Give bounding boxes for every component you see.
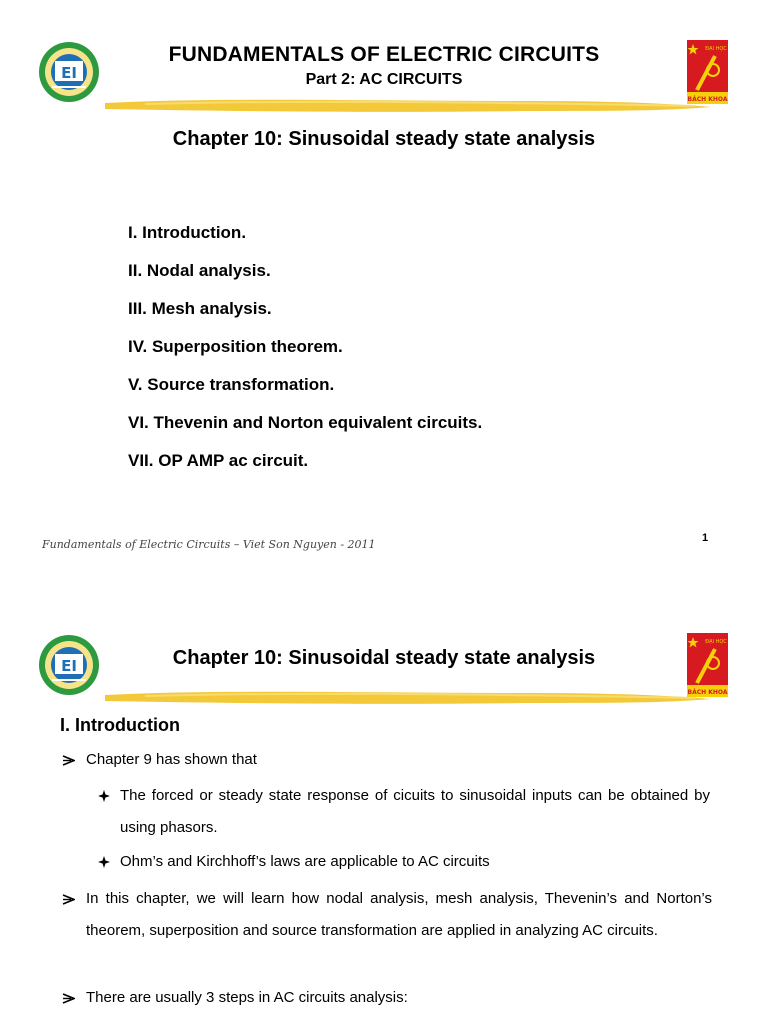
arrow-bullet-icon [62, 993, 75, 1004]
sub-bullet-item [98, 846, 710, 878]
sub-bullet-text: Ohm’s and Kirchhoff’s laws are applicable to AC circuits [120, 853, 490, 870]
decorative-swoosh [105, 95, 711, 117]
sub-bullet-text: The forced or steady state response of cicuits to sinusoidal inputs can be obtained by using phasors. [120, 787, 710, 836]
chapter-title: Chapter 10: Sinusoidal steady state analysis [172, 647, 596, 669]
toc-item: VI. Thevenin and Norton equivalent circuits. [128, 413, 483, 432]
svg-text:BÁCH KHOA: BÁCH KHOA [687, 689, 728, 696]
bullet-text: There are usually 3 steps in AC circuits analysis: [86, 989, 408, 1006]
toc-item: III. Mesh analysis. [128, 299, 272, 318]
arrow-bullet-icon [62, 755, 75, 766]
section-title: I. Introduction [60, 715, 180, 735]
toc-item: IV. Superposition theorem. [128, 337, 343, 356]
toc-item: V. Source transformation. [128, 375, 335, 394]
course-subtitle: Part 2: AC CIRCUITS [305, 71, 463, 88]
toc-item: VII. OP AMP ac circuit. [128, 451, 309, 470]
slide-2 [0, 595, 768, 1024]
toc-item: I. Introduction. [128, 223, 247, 242]
svg-text:EI: EI [61, 64, 77, 82]
diamond-bullet-icon [98, 856, 110, 868]
svg-text:BÁCH KHOA: BÁCH KHOA [687, 96, 728, 103]
toc-item: II. Nodal analysis. [128, 261, 271, 280]
diamond-bullet-icon [98, 790, 110, 802]
bullet-text: In this chapter, we will learn how nodal analysis, mesh analysis, Thevenin’s and Norton’s theorem, superposition and source transformation are applied in analyzing AC circuits. [86, 890, 712, 939]
decorative-swoosh [105, 687, 711, 709]
arrow-bullet-icon [62, 894, 75, 905]
chapter-title: Chapter 10: Sinusoidal steady state analysis [172, 128, 596, 150]
svg-text:EI: EI [61, 657, 77, 675]
course-title: FUNDAMENTALS OF ELECTRIC CIRCUITS [168, 43, 600, 66]
page-number: 1 [702, 532, 709, 544]
svg-text:ĐẠI HỌC: ĐẠI HỌC [705, 46, 727, 52]
bullet-item [62, 982, 712, 1014]
sub-bullet-item [98, 780, 710, 844]
bullet-item [62, 883, 712, 947]
svg-text:ĐẠI HỌC: ĐẠI HỌC [705, 639, 727, 645]
table-of-contents [128, 223, 482, 489]
bullet-item [62, 744, 712, 776]
bullet-text: Chapter 9 has shown that [86, 751, 257, 768]
slide-footer: Fundamentals of Electric Circuits – Viet Son Nguyen - 2011 [42, 538, 376, 551]
